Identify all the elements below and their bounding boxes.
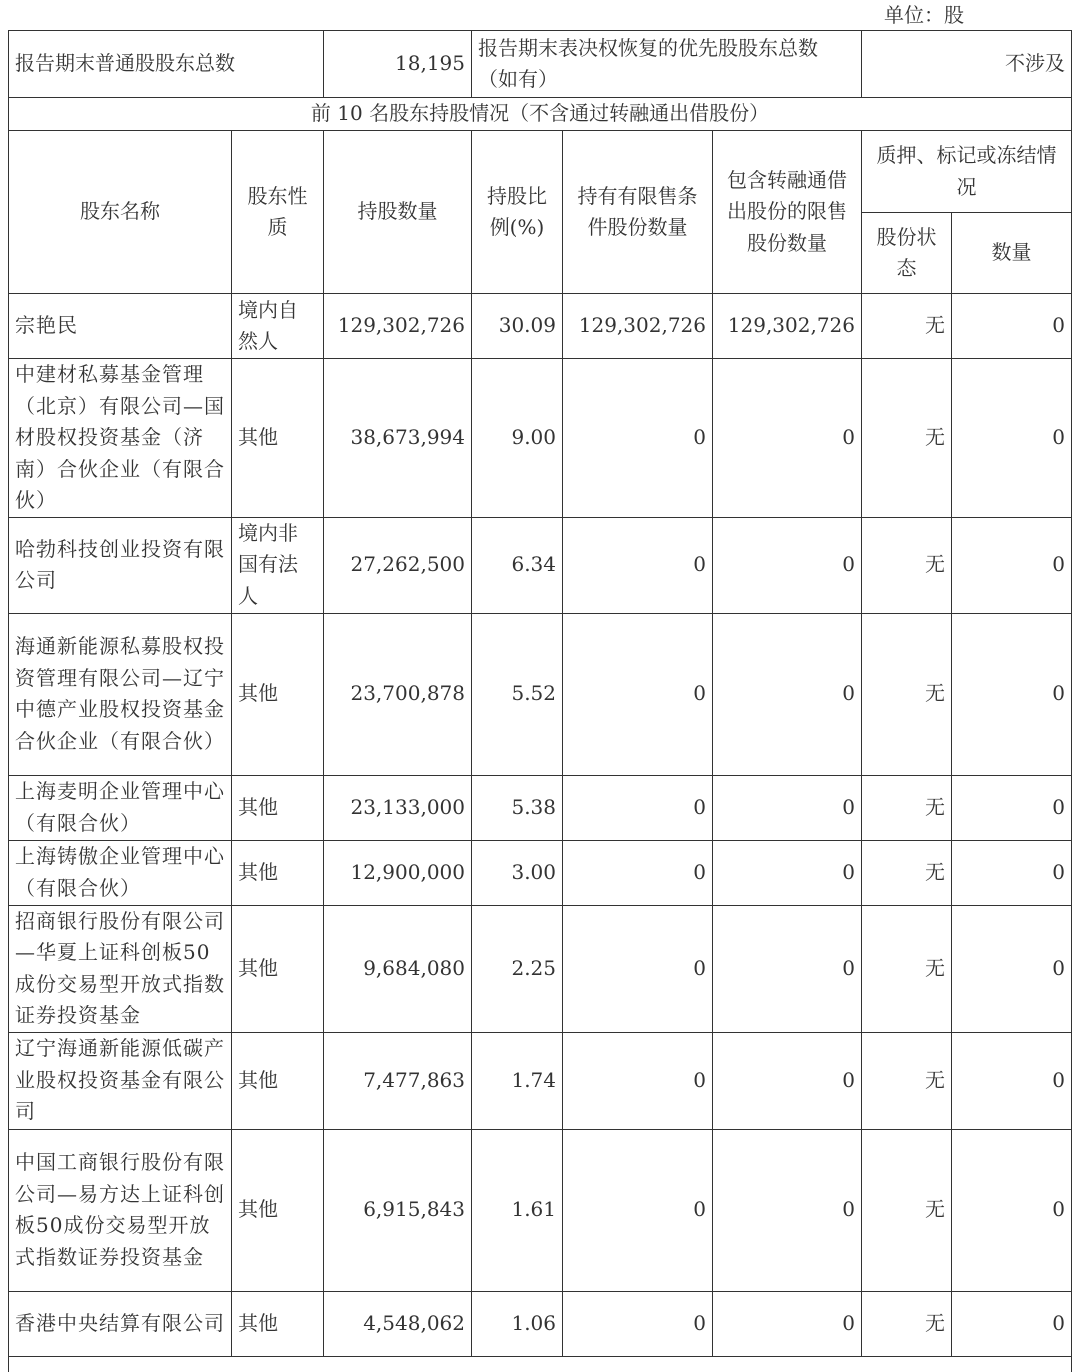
cell-shares: 27,262,500 <box>324 517 472 613</box>
header-pledge-group: 质押、标记或冻结情况 <box>862 131 1072 213</box>
cell-restricted: 0 <box>563 1129 713 1291</box>
cell-restricted: 0 <box>563 517 713 613</box>
cell-ratio: 1.61 <box>472 1129 563 1291</box>
next-section-row <box>9 1356 1072 1372</box>
cell-ratio: 3.00 <box>472 840 563 905</box>
cell-nature: 境内自然人 <box>232 294 324 359</box>
cell-name: 中国工商银行股份有限公司—易方达上证科创板50成份交易型开放式指数证券投资基金 <box>9 1129 232 1291</box>
cell-nature: 其他 <box>232 613 324 775</box>
cell-restricted: 129,302,726 <box>563 294 713 359</box>
cell-pledge-status: 无 <box>862 775 952 840</box>
cell-lent-restricted: 0 <box>713 1032 862 1129</box>
cell-lent-restricted: 0 <box>713 517 862 613</box>
header-lent-restricted: 包含转融通借出股份的限售股份数量 <box>713 131 862 294</box>
cell-shares: 129,302,726 <box>324 294 472 359</box>
cell-restricted: 0 <box>563 905 713 1032</box>
cell-ratio: 5.38 <box>472 775 563 840</box>
summary-row <box>9 31 1072 98</box>
cell-ratio: 2.25 <box>472 905 563 1032</box>
cell-restricted: 0 <box>563 1032 713 1129</box>
cell-ratio: 1.06 <box>472 1291 563 1356</box>
cell-lent-restricted: 0 <box>713 1129 862 1291</box>
cell-shares: 6,915,843 <box>324 1129 472 1291</box>
header-shares: 持股数量 <box>324 131 472 294</box>
cell-lent-restricted: 0 <box>713 359 862 518</box>
cell-name: 香港中央结算有限公司 <box>9 1291 232 1356</box>
cell-nature: 其他 <box>232 840 324 905</box>
cell-ratio: 9.00 <box>472 359 563 518</box>
cell-nature: 其他 <box>232 775 324 840</box>
cell-shares: 4,548,062 <box>324 1291 472 1356</box>
cell-restricted: 0 <box>563 1291 713 1356</box>
cell-lent-restricted: 0 <box>713 775 862 840</box>
shareholder-table <box>8 30 1072 1372</box>
table-row <box>9 1291 1072 1356</box>
cell-ratio: 1.74 <box>472 1032 563 1129</box>
cell-pledge-status: 无 <box>862 1291 952 1356</box>
cell-pledge-qty: 0 <box>952 294 1072 359</box>
cell-restricted: 0 <box>563 840 713 905</box>
header-ratio: 持股比例(%) <box>472 131 563 294</box>
cell-name: 中建材私募基金管理（北京）有限公司—国材股权投资基金（济南）合伙企业（有限合伙） <box>9 359 232 518</box>
cell-restricted: 0 <box>563 613 713 775</box>
header-pledge-qty: 数量 <box>952 213 1072 294</box>
table-row <box>9 905 1072 1032</box>
cell-nature: 境内非国有法人 <box>232 517 324 613</box>
cell-shares: 9,684,080 <box>324 905 472 1032</box>
cell-lent-restricted: 0 <box>713 1291 862 1356</box>
cell-lent-restricted: 0 <box>713 613 862 775</box>
cell-pledge-qty: 0 <box>952 1291 1072 1356</box>
cell-pledge-status: 无 <box>862 359 952 518</box>
cell-pledge-qty: 0 <box>952 840 1072 905</box>
table-row <box>9 294 1072 359</box>
cell-pledge-status: 无 <box>862 294 952 359</box>
cell-pledge-status: 无 <box>862 840 952 905</box>
cell-pledge-status: 无 <box>862 517 952 613</box>
cell-name: 上海铸傲企业管理中心（有限合伙） <box>9 840 232 905</box>
header-nature: 股东性质 <box>232 131 324 294</box>
table-row <box>9 1032 1072 1129</box>
header-pledge-status: 股份状态 <box>862 213 952 294</box>
cell-pledge-qty: 0 <box>952 1032 1072 1129</box>
cell-name: 辽宁海通新能源低碳产业股权投资基金有限公司 <box>9 1032 232 1129</box>
cell-name: 上海麦明企业管理中心（有限合伙） <box>9 775 232 840</box>
header-row-1 <box>9 131 1072 213</box>
cell-nature: 其他 <box>232 1291 324 1356</box>
cell-lent-restricted: 0 <box>713 840 862 905</box>
common-holders-value: 18,195 <box>324 31 472 98</box>
cell-nature: 其他 <box>232 359 324 518</box>
preferred-holders-value: 不涉及 <box>862 31 1072 98</box>
cell-ratio: 30.09 <box>472 294 563 359</box>
header-restricted: 持有有限售条件股份数量 <box>563 131 713 294</box>
table-row <box>9 775 1072 840</box>
table-row <box>9 840 1072 905</box>
next-section-cell <box>9 1356 1072 1372</box>
cell-name: 哈勃科技创业投资有限公司 <box>9 517 232 613</box>
cell-name: 招商银行股份有限公司—华夏上证科创板50成份交易型开放式指数证券投资基金 <box>9 905 232 1032</box>
top10-title-row <box>9 98 1072 131</box>
unit-label: 单位：股 <box>884 2 964 28</box>
cell-nature: 其他 <box>232 1032 324 1129</box>
table-row <box>9 613 1072 775</box>
cell-shares: 12,900,000 <box>324 840 472 905</box>
cell-shares: 38,673,994 <box>324 359 472 518</box>
preferred-holders-label: 报告期末表决权恢复的优先股股东总数（如有） <box>472 31 862 98</box>
cell-name: 宗艳民 <box>9 294 232 359</box>
cell-nature: 其他 <box>232 1129 324 1291</box>
shareholder-table-body <box>9 31 1072 1372</box>
cell-pledge-qty: 0 <box>952 775 1072 840</box>
cell-shares: 23,133,000 <box>324 775 472 840</box>
cell-pledge-status: 无 <box>862 1032 952 1129</box>
cell-ratio: 6.34 <box>472 517 563 613</box>
table-row <box>9 1129 1072 1291</box>
cell-pledge-qty: 0 <box>952 905 1072 1032</box>
common-holders-label: 报告期末普通股股东总数 <box>9 31 324 98</box>
cell-restricted: 0 <box>563 775 713 840</box>
table-row <box>9 517 1072 613</box>
cell-restricted: 0 <box>563 359 713 518</box>
cell-pledge-qty: 0 <box>952 613 1072 775</box>
cell-pledge-status: 无 <box>862 613 952 775</box>
cell-shares: 7,477,863 <box>324 1032 472 1129</box>
cell-name: 海通新能源私募股权投资管理有限公司—辽宁中德产业股权投资基金合伙企业（有限合伙） <box>9 613 232 775</box>
header-name: 股东名称 <box>9 131 232 294</box>
cell-ratio: 5.52 <box>472 613 563 775</box>
cell-lent-restricted: 0 <box>713 905 862 1032</box>
cell-pledge-status: 无 <box>862 1129 952 1291</box>
top10-title: 前 10 名股东持股情况（不含通过转融通出借股份） <box>9 98 1072 131</box>
cell-lent-restricted: 129,302,726 <box>713 294 862 359</box>
cell-nature: 其他 <box>232 905 324 1032</box>
cell-shares: 23,700,878 <box>324 613 472 775</box>
cell-pledge-qty: 0 <box>952 517 1072 613</box>
cell-pledge-qty: 0 <box>952 1129 1072 1291</box>
table-row <box>9 359 1072 518</box>
cell-pledge-status: 无 <box>862 905 952 1032</box>
cell-pledge-qty: 0 <box>952 359 1072 518</box>
